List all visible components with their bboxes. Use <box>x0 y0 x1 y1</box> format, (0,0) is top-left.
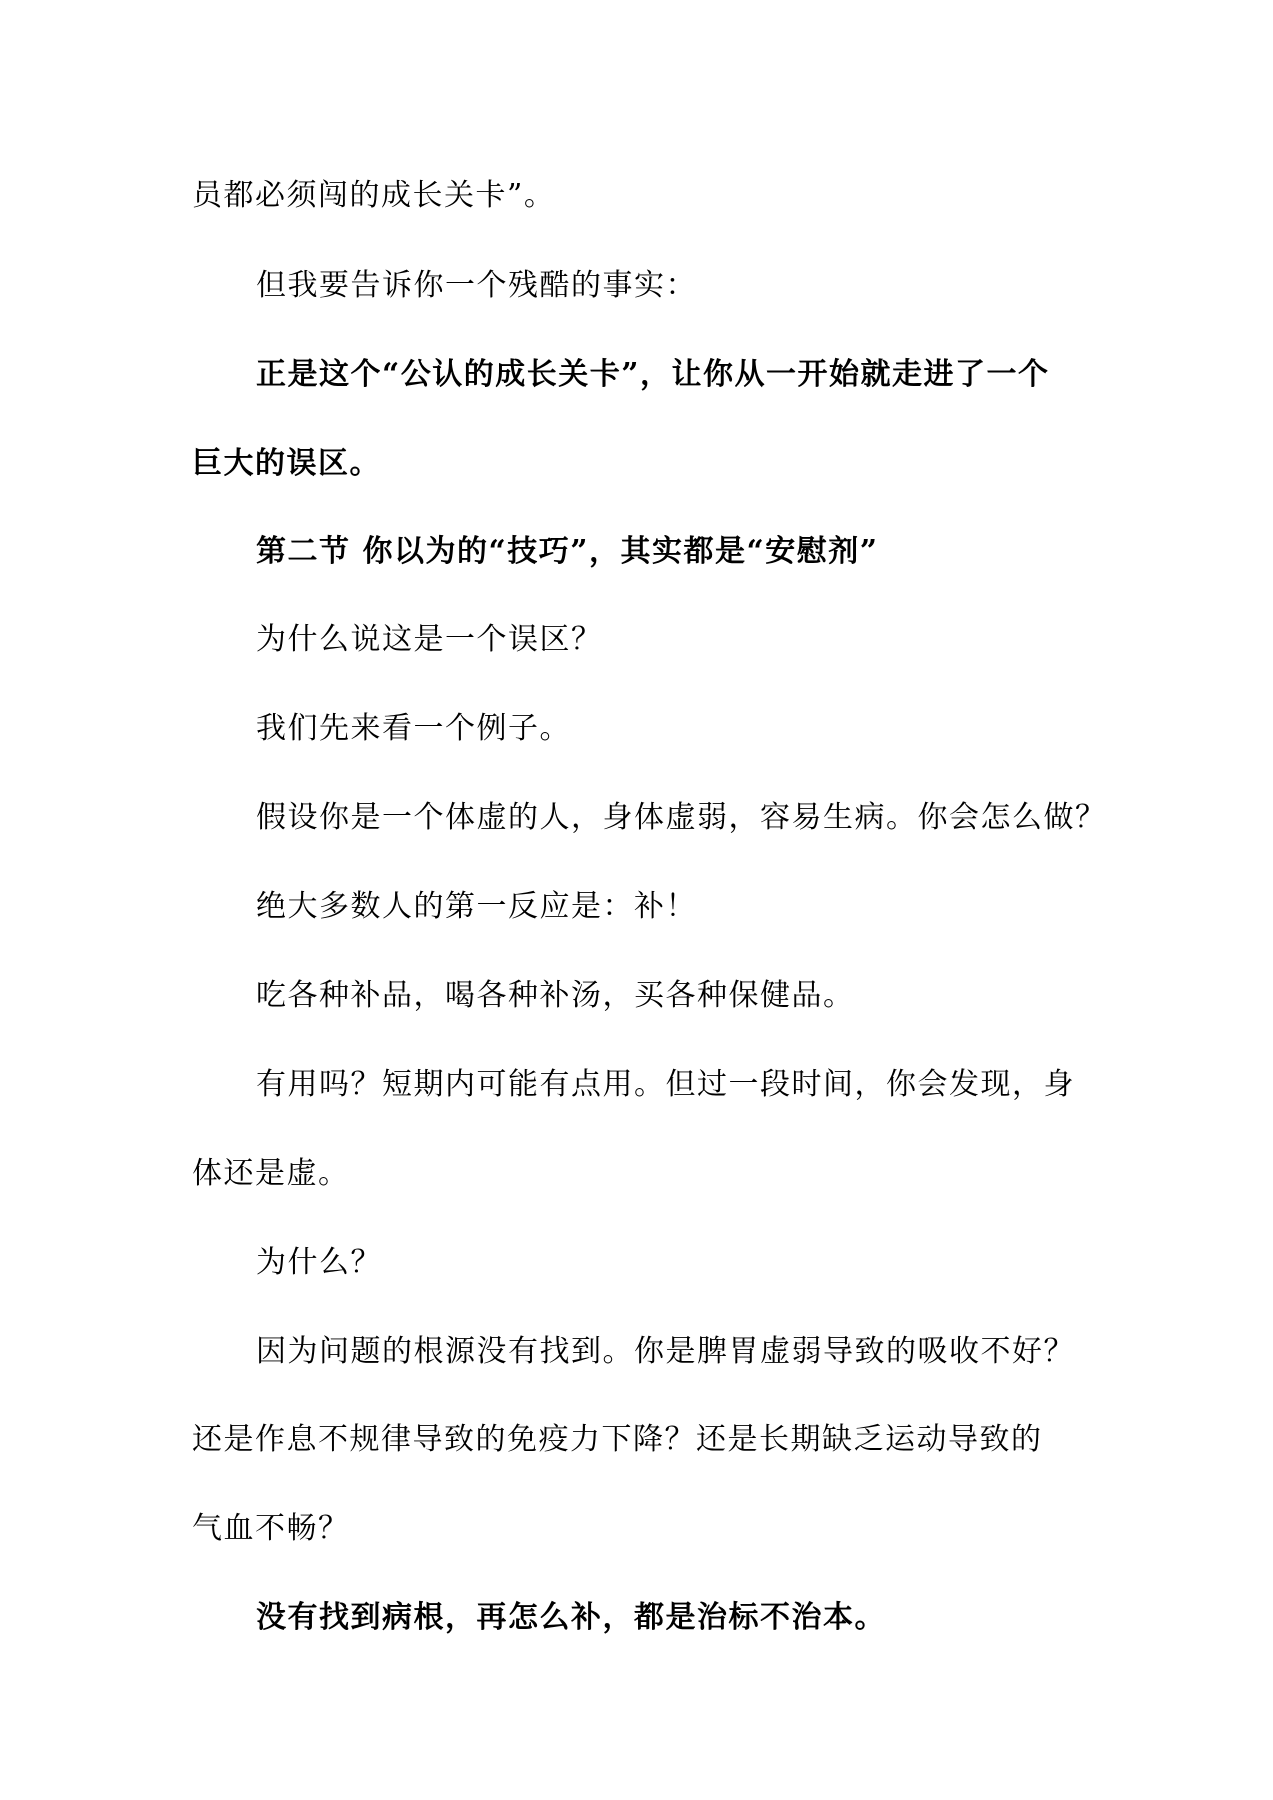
paragraph-line: 气血不畅？ <box>192 1511 350 1546</box>
section-heading: 第二节 你以为的“技巧”，其实都是“安慰剂” <box>256 534 879 569</box>
paragraph-line: 体还是虚。 <box>192 1156 350 1191</box>
paragraph-line: 员都必须闯的成长关卡”。 <box>192 178 556 213</box>
paragraph-line: 绝大多数人的第一反应是：补！ <box>256 889 697 924</box>
paragraph-line: 为什么？ <box>256 1245 382 1280</box>
paragraph-line: 假设你是一个体虚的人，身体虚弱，容易生病。你会怎么做？ <box>256 800 1107 835</box>
paragraph-line: 我们先来看一个例子。 <box>256 711 571 746</box>
bold-paragraph-line: 没有找到病根，再怎么补，都是治标不治本。 <box>256 1600 886 1635</box>
bold-paragraph-line: 正是这个“公认的成长关卡”，让你从一开始就走进了一个 <box>256 357 1050 392</box>
paragraph-line: 但我要告诉你一个残酷的事实： <box>256 268 697 303</box>
bold-paragraph-line: 巨大的误区。 <box>192 446 381 481</box>
paragraph-line: 吃各种补品，喝各种补汤，买各种保健品。 <box>256 978 855 1013</box>
paragraph-line: 为什么说这是一个误区？ <box>256 622 603 657</box>
paragraph-line: 因为问题的根源没有找到。你是脾胃虚弱导致的吸收不好？ <box>256 1334 1075 1369</box>
paragraph-line: 有用吗？短期内可能有点用。但过一段时间，你会发现，身 <box>256 1067 1075 1102</box>
paragraph-line: 还是作息不规律导致的免疫力下降？还是长期缺乏运动导致的 <box>192 1422 1043 1457</box>
